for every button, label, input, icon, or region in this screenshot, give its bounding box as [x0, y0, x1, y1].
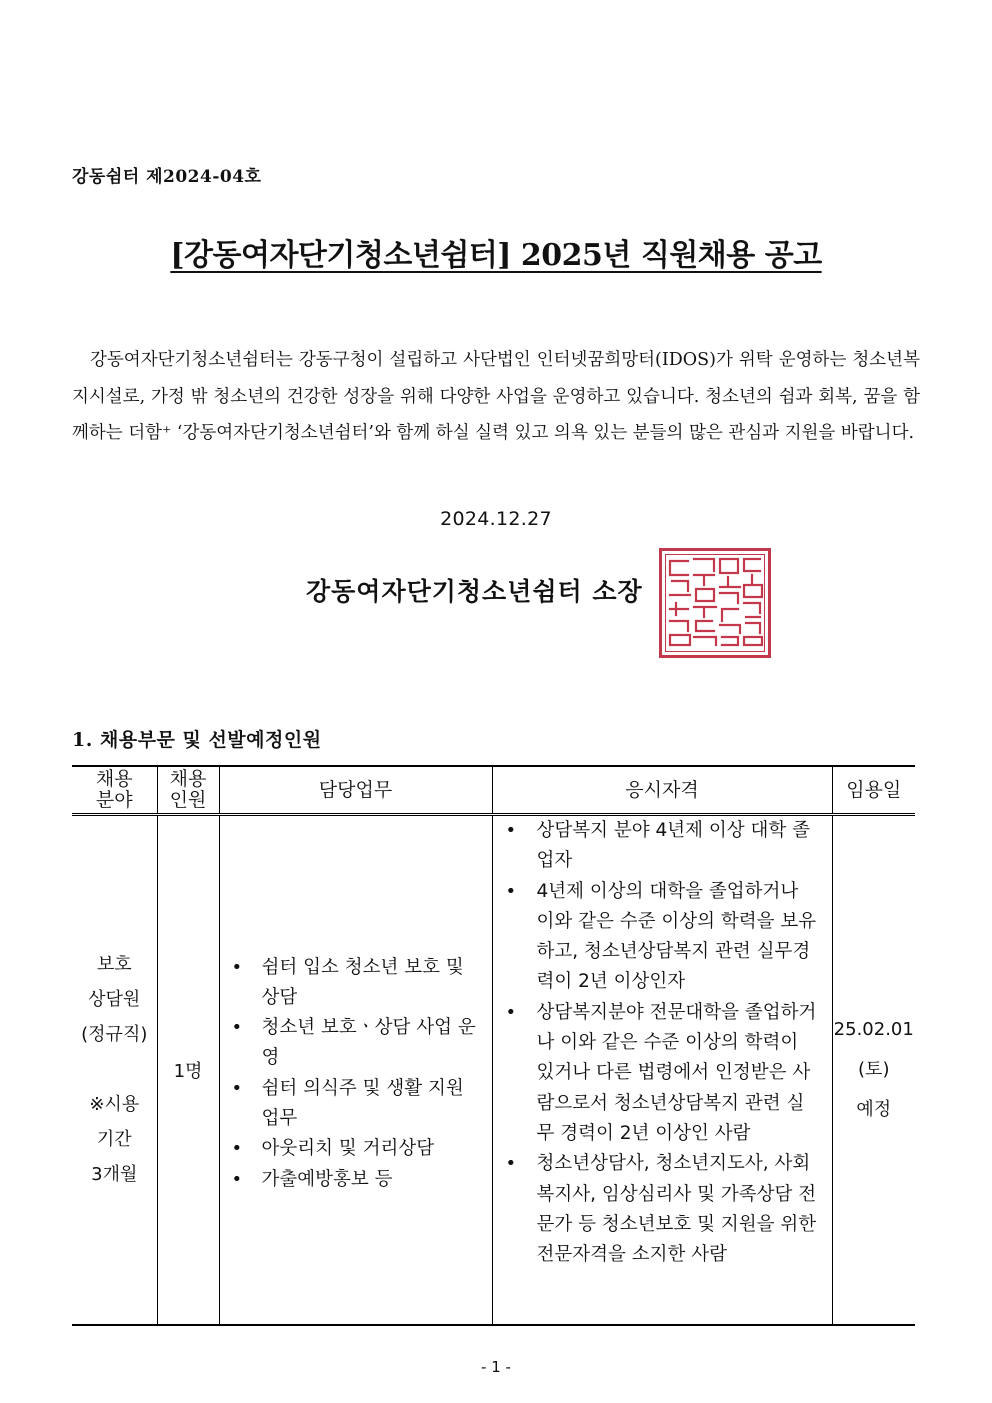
table-header-row [72, 766, 915, 815]
seal-glyphs [662, 551, 768, 655]
list-item: • 청소년상담사, 청소년지도사, 사회복지사, 임상심리사 및 가족상담 전문가 등 청소년보호 및 지원을 위한 전문자격을 소지한 사람 [537, 1149, 822, 1270]
header-duties: 담당업무 [219, 766, 492, 815]
page-title-text: [강동여자단기청소년쉼터] 2025년 직원채용 공고 [170, 238, 822, 273]
cell-count: 1명 [157, 815, 219, 1325]
field-line: 보호 [96, 954, 132, 976]
list-item: • 상담복지 분야 4년제 이상 대학 졸업자 [537, 816, 822, 877]
field-line: 기간 [96, 1129, 132, 1151]
table-row [72, 815, 915, 1325]
announcement-date: 2024.12.27 [440, 508, 552, 530]
list-item: • 상담복지분야 전문대학을 졸업하거나 이와 같은 수준 이상의 학력이 있거나 다른 법령에서 인정받은 사람으로서 청소년상담복지 관련 실무 경력이 2년 이상인 사람 [537, 998, 822, 1149]
duties-list [220, 953, 492, 1195]
cell-qualifications [492, 815, 832, 1325]
header-field [72, 766, 157, 815]
start-date-line: (토) [858, 1058, 890, 1080]
list-item: • 청소년 보호ㆍ상담 사업 운영 [262, 1013, 480, 1074]
job-table [72, 765, 915, 1326]
qualifications-list [493, 816, 832, 1270]
list-item: • 쉼터 입소 청소년 보호 및 상담 [262, 953, 480, 1014]
list-item: • 가출예방홍보 등 [262, 1165, 480, 1195]
field-line: ※시용 [89, 1094, 140, 1116]
header-qualifications: 응시자격 [492, 766, 832, 815]
cell-field [72, 815, 157, 1325]
document-number: 강동쉼터 제2024-04호 [72, 167, 262, 187]
start-date-line: 25.02.01 [833, 1018, 914, 1040]
field-line: 상담원 [88, 989, 141, 1011]
start-date-line: 예정 [856, 1098, 892, 1120]
signer-name: 강동여자단기청소년쉼터 소장 [306, 577, 643, 606]
header-start-date: 임용일 [832, 766, 915, 815]
list-item: • 4년제 이상의 대학을 졸업하거나 이와 같은 수준 이상의 학력을 보유하고, 청소년상담복지 관련 실무경력이 2년 이상인자 [537, 877, 822, 998]
field-spacer [72, 1052, 157, 1087]
field-line: (정규직) [81, 1024, 148, 1046]
list-item: • 아웃리치 및 거리상담 [262, 1134, 480, 1164]
list-item: • 쉼터 의식주 및 생활 지원 업무 [262, 1074, 480, 1135]
header-count-line2: 인원 [169, 789, 207, 811]
page-title [0, 230, 992, 274]
field-line: 3개월 [91, 1164, 138, 1186]
header-count-line1: 채용 [169, 768, 207, 790]
cell-duties [219, 815, 492, 1325]
page-number: - 1 - [481, 1358, 511, 1376]
section-heading: 1. 채용부문 및 선발예정인원 [72, 729, 322, 751]
header-field-line1: 채용 [95, 768, 133, 790]
intro-paragraph: 강동여자단기청소년쉼터는 강동구청이 설립하고 사단법인 인터넷꿈희망터(IDOS)가 위탁 운영하는 청소년복지시설로, 가정 밖 청소년의 건강한 성장을 위해 다양한 사업을 운영하고 있습니다. 청소년의 쉼과 회복, 꿈을 함께하는 더함⁺ ‘강동여자단기청소년쉼터’와 함께 하실 실력 있고 의욕 있는 분들의 많은 관심과 지원을 바랍니다. [72, 350, 920, 443]
official-seal [659, 548, 771, 658]
header-field-line2: 분야 [95, 789, 133, 811]
header-count [157, 766, 219, 815]
cell-start-date [832, 815, 915, 1325]
